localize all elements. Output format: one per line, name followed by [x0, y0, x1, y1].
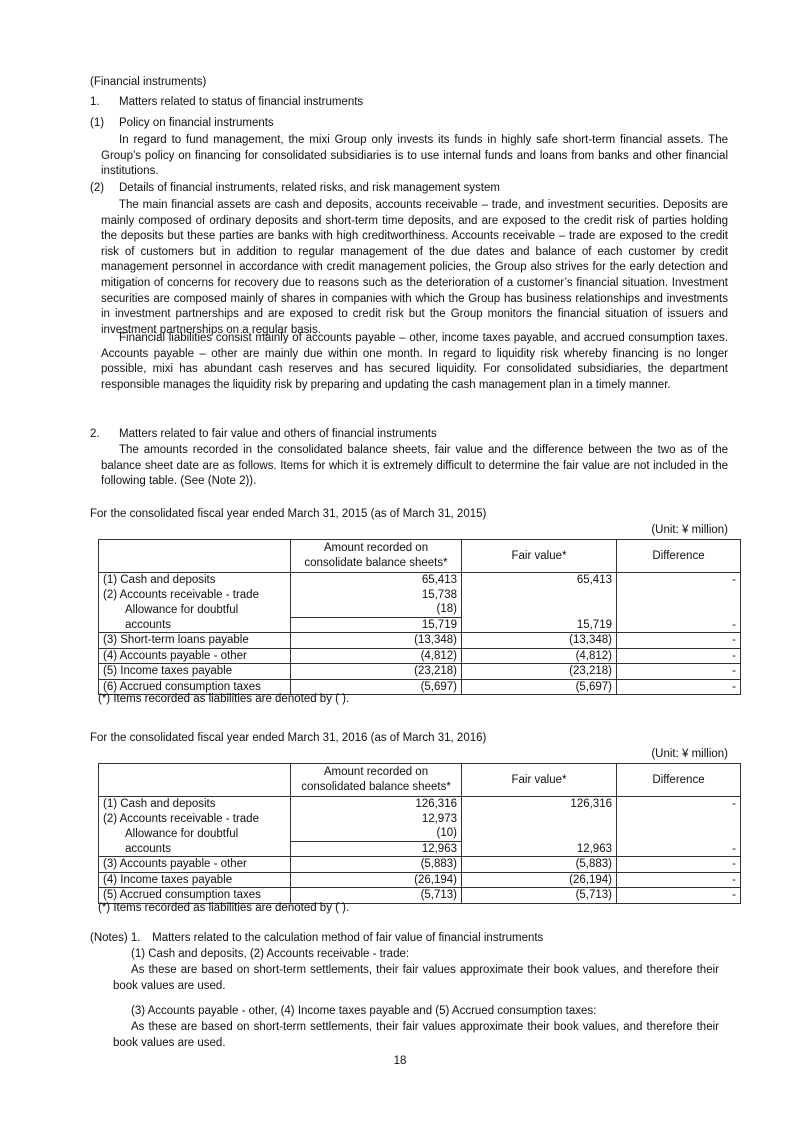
notes-number: 1.: [130, 932, 141, 944]
notes-heading: [90, 931, 543, 947]
header-fair-value: Fair value*: [462, 764, 617, 797]
fair-value-cell: (5,713): [462, 888, 617, 904]
fair-value-paragraph: The amounts recorded in the consolidated balance sheets, fair value and the difference between the two as of the balance sheet date are as follows. Items for which it is extremely difficult to determine the fair value are not included in the following table. (See (Note 2)).: [101, 444, 728, 488]
note-sub-2-title: (3) Accounts payable - other, (4) Income taxes payable and (5) Accrued consumption taxes:: [131, 1005, 597, 1017]
amount-cell: (4,812): [291, 648, 462, 664]
table-2015: [98, 539, 741, 695]
section-1-heading: [90, 95, 363, 111]
amount-cell: (5,713): [291, 888, 462, 904]
table-header-row: [99, 764, 741, 797]
amount-cell: (10): [291, 826, 462, 841]
section-2-number: 2.: [90, 428, 100, 440]
amount-cell: 126,316: [291, 797, 462, 812]
difference-cell: -: [617, 679, 741, 695]
row-label: (6) Accrued consumption taxes: [99, 679, 291, 695]
table-row: [99, 812, 741, 827]
fair-value-cell: 15,719: [462, 617, 617, 633]
page-number: 18: [393, 1055, 407, 1067]
amount-cell: (26,194): [291, 872, 462, 888]
difference-cell: -: [617, 888, 741, 904]
amount-cell: (5,697): [291, 679, 462, 695]
table-row: [99, 588, 741, 603]
difference-cell: -: [617, 648, 741, 664]
table-row: [99, 872, 741, 888]
note-sub-1-title: (1) Cash and deposits, (2) Accounts receivable - trade:: [131, 948, 410, 960]
row-label: (3) Short-term loans payable: [99, 633, 291, 649]
fair-value-cell: (4,812): [462, 648, 617, 664]
table-2015-footnote: (*) Items recorded as liabilities are denoted by ( ).: [98, 693, 350, 705]
fair-value-cell: (13,348): [462, 633, 617, 649]
row-label: (1) Cash and deposits: [99, 573, 291, 588]
fair-value-cell: (5,697): [462, 679, 617, 695]
fair-value-cell: 65,413: [462, 573, 617, 588]
note-sub-2-text: As these are based on short-term settlements, their fair values approximate their book values, and therefore their book values are used.: [113, 1021, 719, 1049]
table-row: [99, 602, 741, 617]
row-label: (3) Accounts payable - other: [99, 857, 291, 873]
row-label: (1) Cash and deposits: [99, 797, 291, 812]
section-2-title: Matters related to fair value and others of financial instruments: [119, 428, 437, 440]
row-label: (2) Accounts receivable - trade: [99, 588, 291, 603]
table-row: [99, 797, 741, 812]
amount-cell: (13,348): [291, 633, 462, 649]
table-header-row: [99, 540, 741, 573]
table-row: [99, 648, 741, 664]
note-sub-1-text: As these are based on short-term settlements, their fair values approximate their book values, and therefore their book values are used.: [113, 964, 719, 992]
amount-cell: (5,883): [291, 857, 462, 873]
subsection-1-title: Policy on financial instruments: [119, 117, 274, 129]
header-difference: Difference: [617, 540, 741, 573]
fair-value-cell: 12,963: [462, 841, 617, 857]
table-row: [99, 826, 741, 841]
row-label: (4) Accounts payable - other: [99, 648, 291, 664]
difference-cell: -: [617, 872, 741, 888]
subsection-2-title: Details of financial instruments, related risks, and risk management system: [119, 182, 500, 194]
row-label: accounts: [99, 617, 291, 633]
row-label: (5) Accrued consumption taxes: [99, 888, 291, 904]
notes-prefix: (Notes): [90, 932, 128, 944]
difference-cell: -: [617, 857, 741, 873]
section-header: (Financial instruments): [90, 76, 207, 88]
amount-cell: 12,963: [291, 841, 462, 857]
amount-cell: 65,413: [291, 573, 462, 588]
row-label: Allowance for doubtful: [99, 602, 291, 617]
table-2015-unit: (Unit: ¥ million): [651, 524, 728, 536]
subsection-1-number: (1): [90, 117, 105, 129]
difference-cell: -: [617, 633, 741, 649]
table-row: [99, 664, 741, 680]
section-1-title: Matters related to status of financial instruments: [119, 96, 364, 108]
table-2016-caption: For the consolidated fiscal year ended March 31, 2016 (as of March 31, 2016): [90, 732, 487, 744]
row-label: accounts: [99, 841, 291, 857]
difference-cell: -: [617, 797, 741, 812]
section-1-number: 1.: [90, 96, 100, 108]
table-2015-caption: For the consolidated fiscal year ended March 31, 2015 (as of March 31, 2015): [90, 508, 487, 520]
row-label: (5) Income taxes payable: [99, 664, 291, 680]
difference-cell: -: [617, 573, 741, 588]
amount-cell: (18): [291, 602, 462, 617]
financial-assets-paragraph: The main financial assets are cash and deposits, accounts receivable – trade, and investment securities. Deposits are mainly composed of ordinary deposits and short-term time deposits, and are exposed to the credit risk of parties holding the deposits but these parties are banks with high creditworthiness. Accounts receivable – trade are exposed to the credit risk of customers but in addition to regular management of the due dates and balance of each customer by credit management personnel in accordance with credit management policies, the Group also strives for the early detection and mitigation of concerns for recovery due to reasons such as the deterioration of a customer’s financial situation. Investment securities are composed mainly of shares in companies with which the Group has business relationships and investments in investment partnerships and are exposed to credit risk but the Group monitors the financial situation of issuers and investment partnerships on a regular basis.: [101, 199, 728, 336]
fair-value-cell: (26,194): [462, 872, 617, 888]
section-2-heading: [90, 427, 437, 443]
table-2016-footnote: (*) Items recorded as liabilities are denoted by ( ).: [98, 902, 350, 914]
header-amount: Amount recorded on consolidate balance sheets*: [291, 540, 462, 573]
subsection-1-heading: [90, 116, 274, 132]
row-label: (4) Income taxes payable: [99, 872, 291, 888]
policy-paragraph: In regard to fund management, the mixi Group only invests its funds in highly safe short-term financial assets. The Group’s policy on financing for consolidated subsidiaries is to use internal funds and loans from banks and other financial institutions.: [101, 134, 728, 178]
amount-cell: 15,719: [291, 617, 462, 633]
amount-cell: 12,973: [291, 812, 462, 827]
subsection-2-number: (2): [90, 182, 105, 194]
fair-value-cell: (23,218): [462, 664, 617, 680]
table-2016-unit: (Unit: ¥ million): [651, 748, 728, 760]
table-2016: [98, 763, 741, 904]
subsection-2-heading: [90, 181, 500, 197]
table-row: [99, 573, 741, 588]
amount-cell: (23,218): [291, 664, 462, 680]
table-row: [99, 617, 741, 633]
difference-cell: -: [617, 664, 741, 680]
row-label: (2) Accounts receivable - trade: [99, 812, 291, 827]
header-amount: Amount recorded on consolidated balance sheets*: [291, 764, 462, 797]
fair-value-cell: (5,883): [462, 857, 617, 873]
table-row: [99, 633, 741, 649]
header-difference: Difference: [617, 764, 741, 797]
difference-cell: -: [617, 841, 741, 857]
financial-liabilities-paragraph: Financial liabilities consist mainly of accounts payable – other, income taxes payable, and accrued consumption taxes. Accounts payable – other are mainly due within one month. In regard to liquidity risk whereby financing is no longer possible, mixi has abundant cash reserves and has secured liquidity. For consolidated subsidiaries, the department responsible manages the liquidity risk by preparing and updating the cash management plan in a timely manner.: [101, 332, 728, 391]
notes-title: Matters related to the calculation method of fair value of financial instruments: [152, 932, 544, 944]
row-label: Allowance for doubtful: [99, 826, 291, 841]
amount-cell: 15,738: [291, 588, 462, 603]
header-fair-value: Fair value*: [462, 540, 617, 573]
difference-cell: -: [617, 617, 741, 633]
table-row: [99, 857, 741, 873]
table-row: [99, 841, 741, 857]
fair-value-cell: 126,316: [462, 797, 617, 812]
